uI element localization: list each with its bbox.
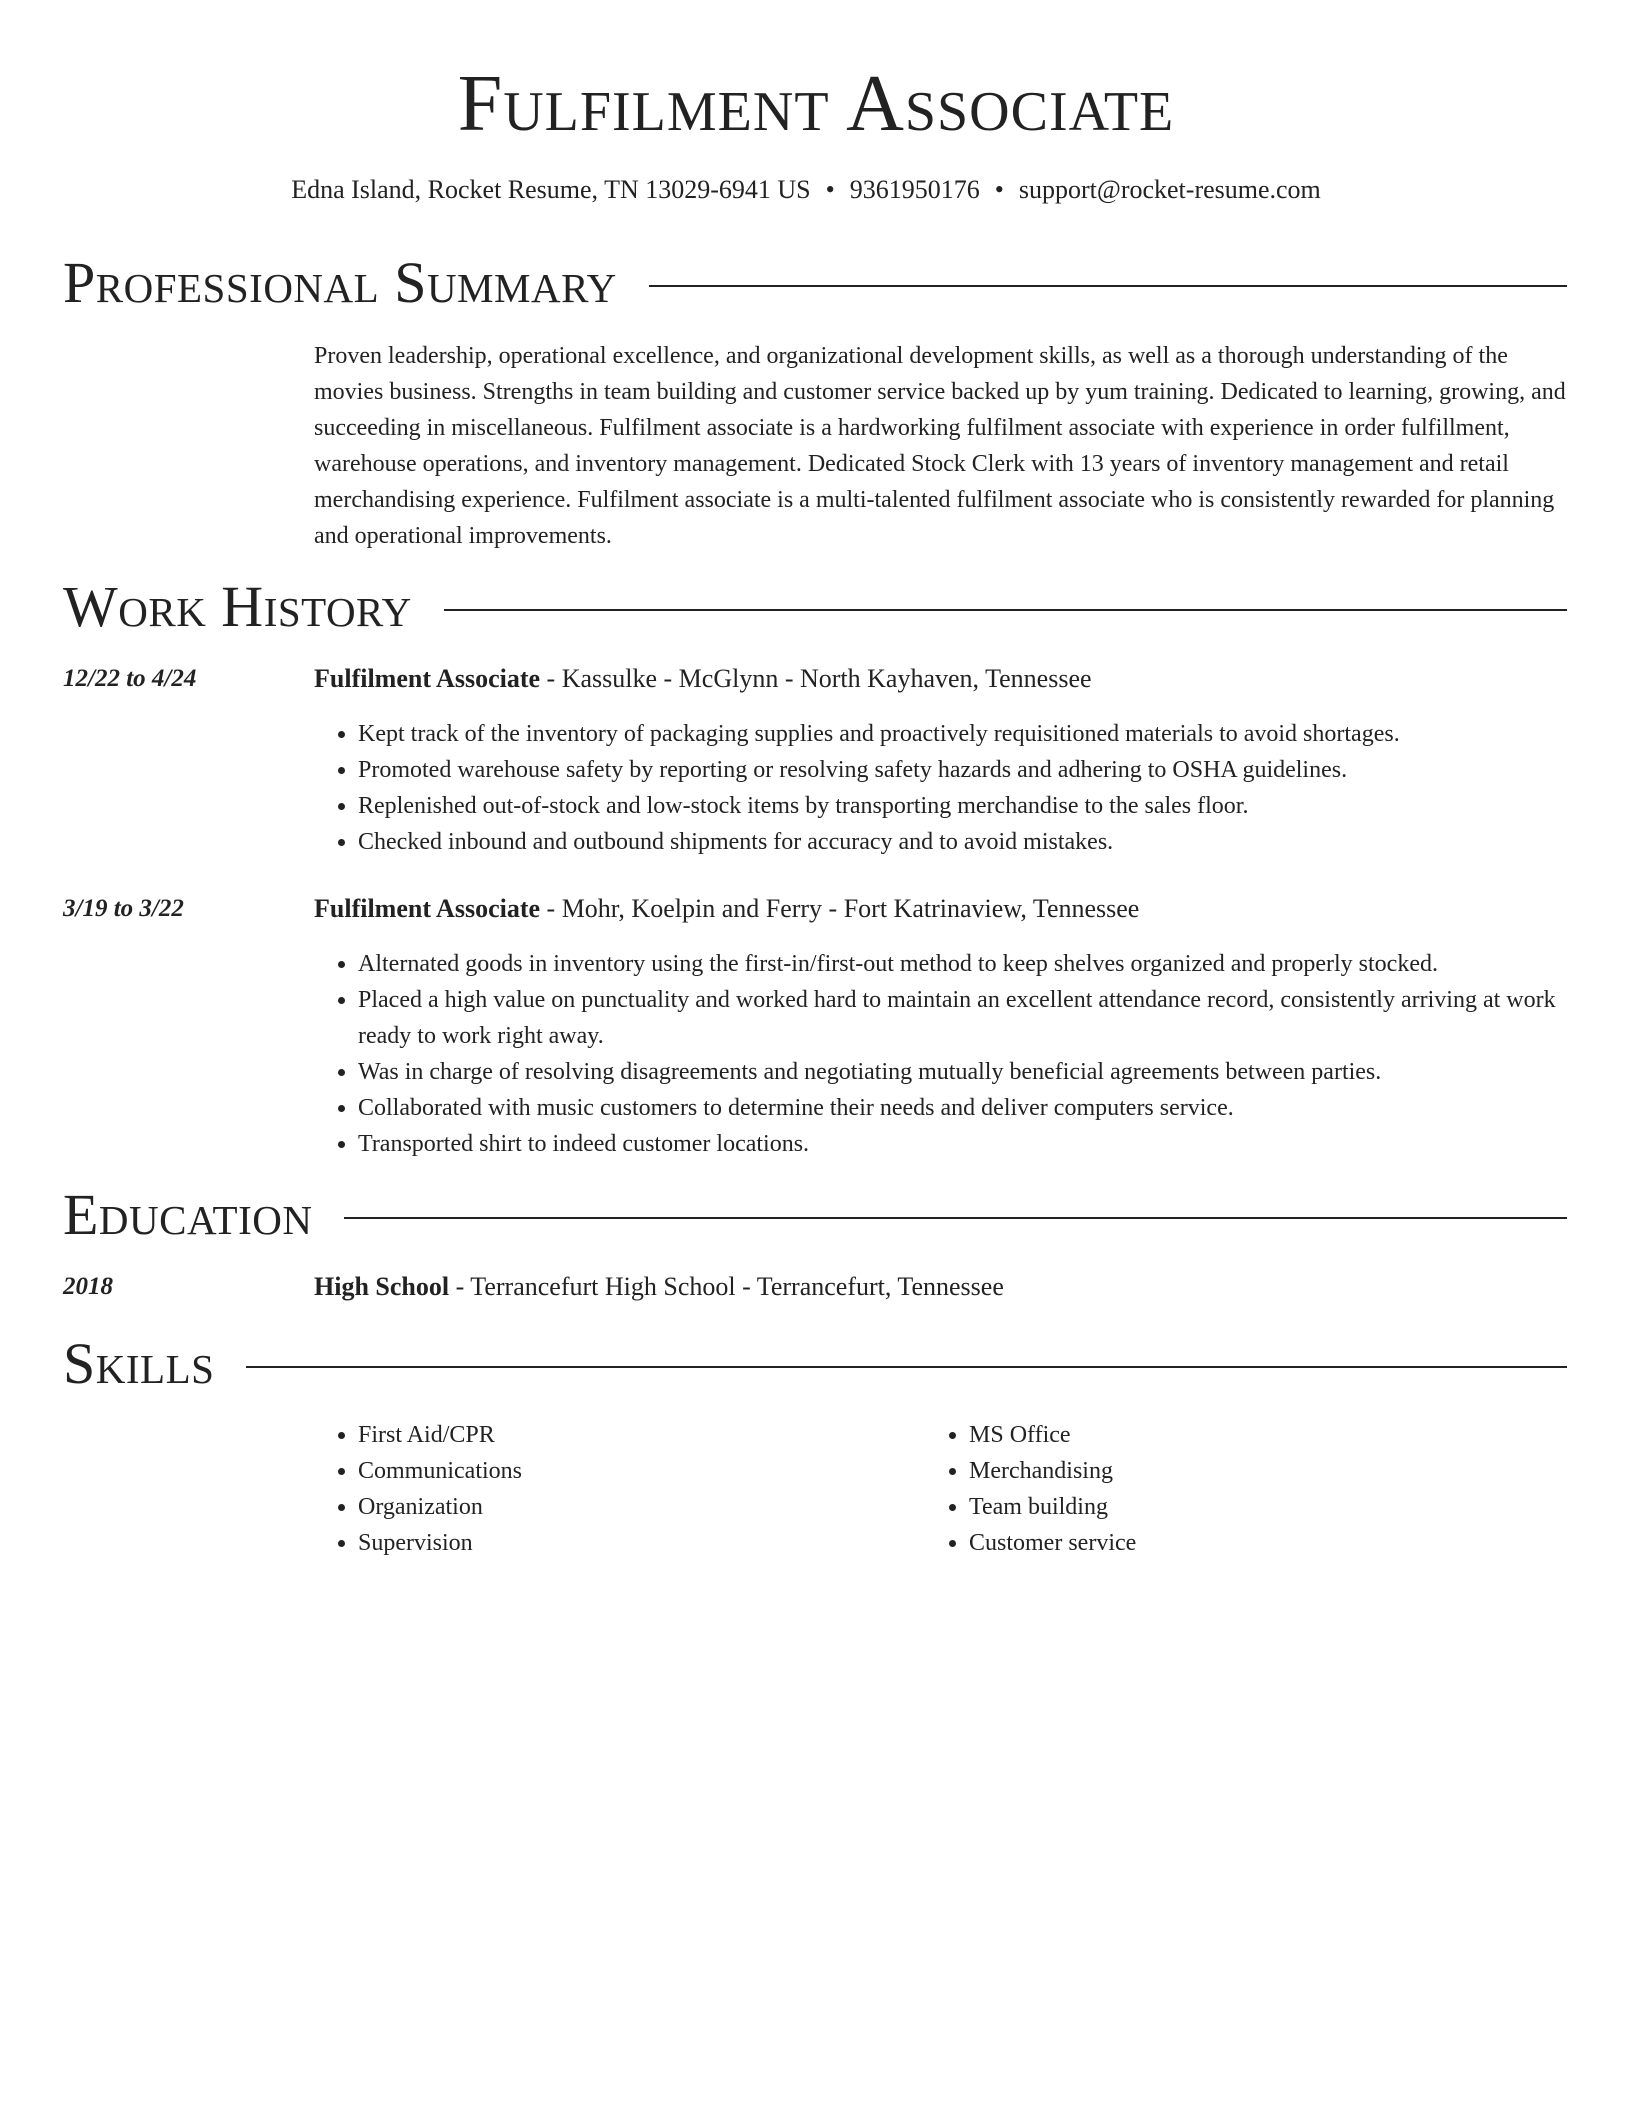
skill-item: • Organization (358, 1489, 874, 1525)
section-divider (344, 1217, 1567, 1219)
contact-separator: • (825, 175, 835, 204)
skill-item: • First Aid/CPR (358, 1417, 874, 1453)
education-section-header (63, 1182, 1567, 1248)
work-heading: Work History (63, 574, 412, 639)
summary-section-header (63, 250, 1567, 316)
section-divider (246, 1366, 1567, 1368)
job-bullet-list (314, 946, 1568, 1162)
skills-list-left (314, 1417, 874, 1561)
section-divider (444, 609, 1567, 611)
job-bullet: • Alternated goods in inventory using the first-in/first-out method to keep shelves organized and properly stocked. (358, 946, 1568, 982)
education-year: 2018 (63, 1273, 113, 1300)
contact-email: support@rocket-resume.com (1018, 175, 1321, 204)
job-employer: - Kassulke - McGlynn - North Kayhaven, Tennessee (540, 664, 1092, 693)
section-divider (649, 285, 1567, 287)
education-entry (314, 1269, 1568, 1305)
job-bullet: • Was in charge of resolving disagreements and negotiating mutually beneficial agreements between parties. (358, 1054, 1568, 1090)
job-bullet: • Replenished out-of-stock and low-stock items by transporting merchandise to the sales floor. (358, 788, 1568, 824)
job-bullet: • Placed a high value on punctuality and worked hard to maintain an excellent attendance record, consistently arriving at work ready to work right away. (358, 982, 1568, 1054)
skills-heading: Skills (63, 1331, 215, 1396)
resume-name: Fulfilment Associate (457, 60, 1175, 148)
education-school: - Terrancefurt High School - Terrancefurt, Tennessee (449, 1272, 1004, 1301)
job-employer: - Mohr, Koelpin and Ferry - Fort Katrinaview, Tennessee (540, 894, 1140, 923)
summary-text: Proven leadership, operational excellence, and organizational development skills, as well as a thorough understanding of the movies business. Strengths in team building and customer service backed up by yum training. Dedicated to learning, growing, and succeeding in miscellaneous. Fulfilment associate is a hardworking fulfilment associate with experience in order fulfillment, warehouse operations, and inventory management. Dedicated Stock Clerk with 13 years of inventory management and retail merchandising experience. Fulfilment associate is a multi-talented fulfilment associate who is consistently rewarded for planning and operational improvements. (314, 343, 1566, 549)
contact-address: Edna Island, Rocket Resume, TN 13029-6941 US (291, 175, 811, 204)
contact-phone: 9361950176 (849, 175, 980, 204)
job-dates: 3/19 to 3/22 (63, 895, 184, 922)
contact-line (0, 172, 1612, 208)
education-degree: High School (314, 1272, 450, 1301)
job-bullet: • Kept track of the inventory of packaging supplies and proactively requisitioned materials to avoid shortages. (358, 716, 1568, 752)
contact-separator: • (994, 175, 1004, 204)
education-heading: Education (63, 1182, 313, 1247)
work-section-header (63, 574, 1567, 640)
skill-item: • Customer service (969, 1525, 1485, 1561)
skill-item: • Team building (969, 1489, 1485, 1525)
job-header (314, 891, 1568, 927)
job-title: Fulfilment Associate (314, 664, 541, 693)
job-bullet: • Transported shirt to indeed customer locations. (358, 1126, 1568, 1162)
skills-list-right (925, 1417, 1485, 1561)
skill-item: • Merchandising (969, 1453, 1485, 1489)
job-dates: 12/22 to 4/24 (63, 665, 197, 692)
job-bullet: • Promoted warehouse safety by reporting or resolving safety hazards and adhering to OSHA guidelines. (358, 752, 1568, 788)
job-title: Fulfilment Associate (314, 894, 541, 923)
job-bullet: • Collaborated with music customers to determine their needs and deliver computers service. (358, 1090, 1568, 1126)
skills-section-header (63, 1331, 1567, 1397)
skill-item: • Supervision (358, 1525, 874, 1561)
skill-item: • MS Office (969, 1417, 1485, 1453)
summary-heading: Professional Summary (63, 250, 617, 315)
skill-item: • Communications (358, 1453, 874, 1489)
job-header (314, 661, 1568, 697)
job-bullet: • Checked inbound and outbound shipments for accuracy and to avoid mistakes. (358, 824, 1568, 860)
job-bullet-list (314, 716, 1568, 860)
